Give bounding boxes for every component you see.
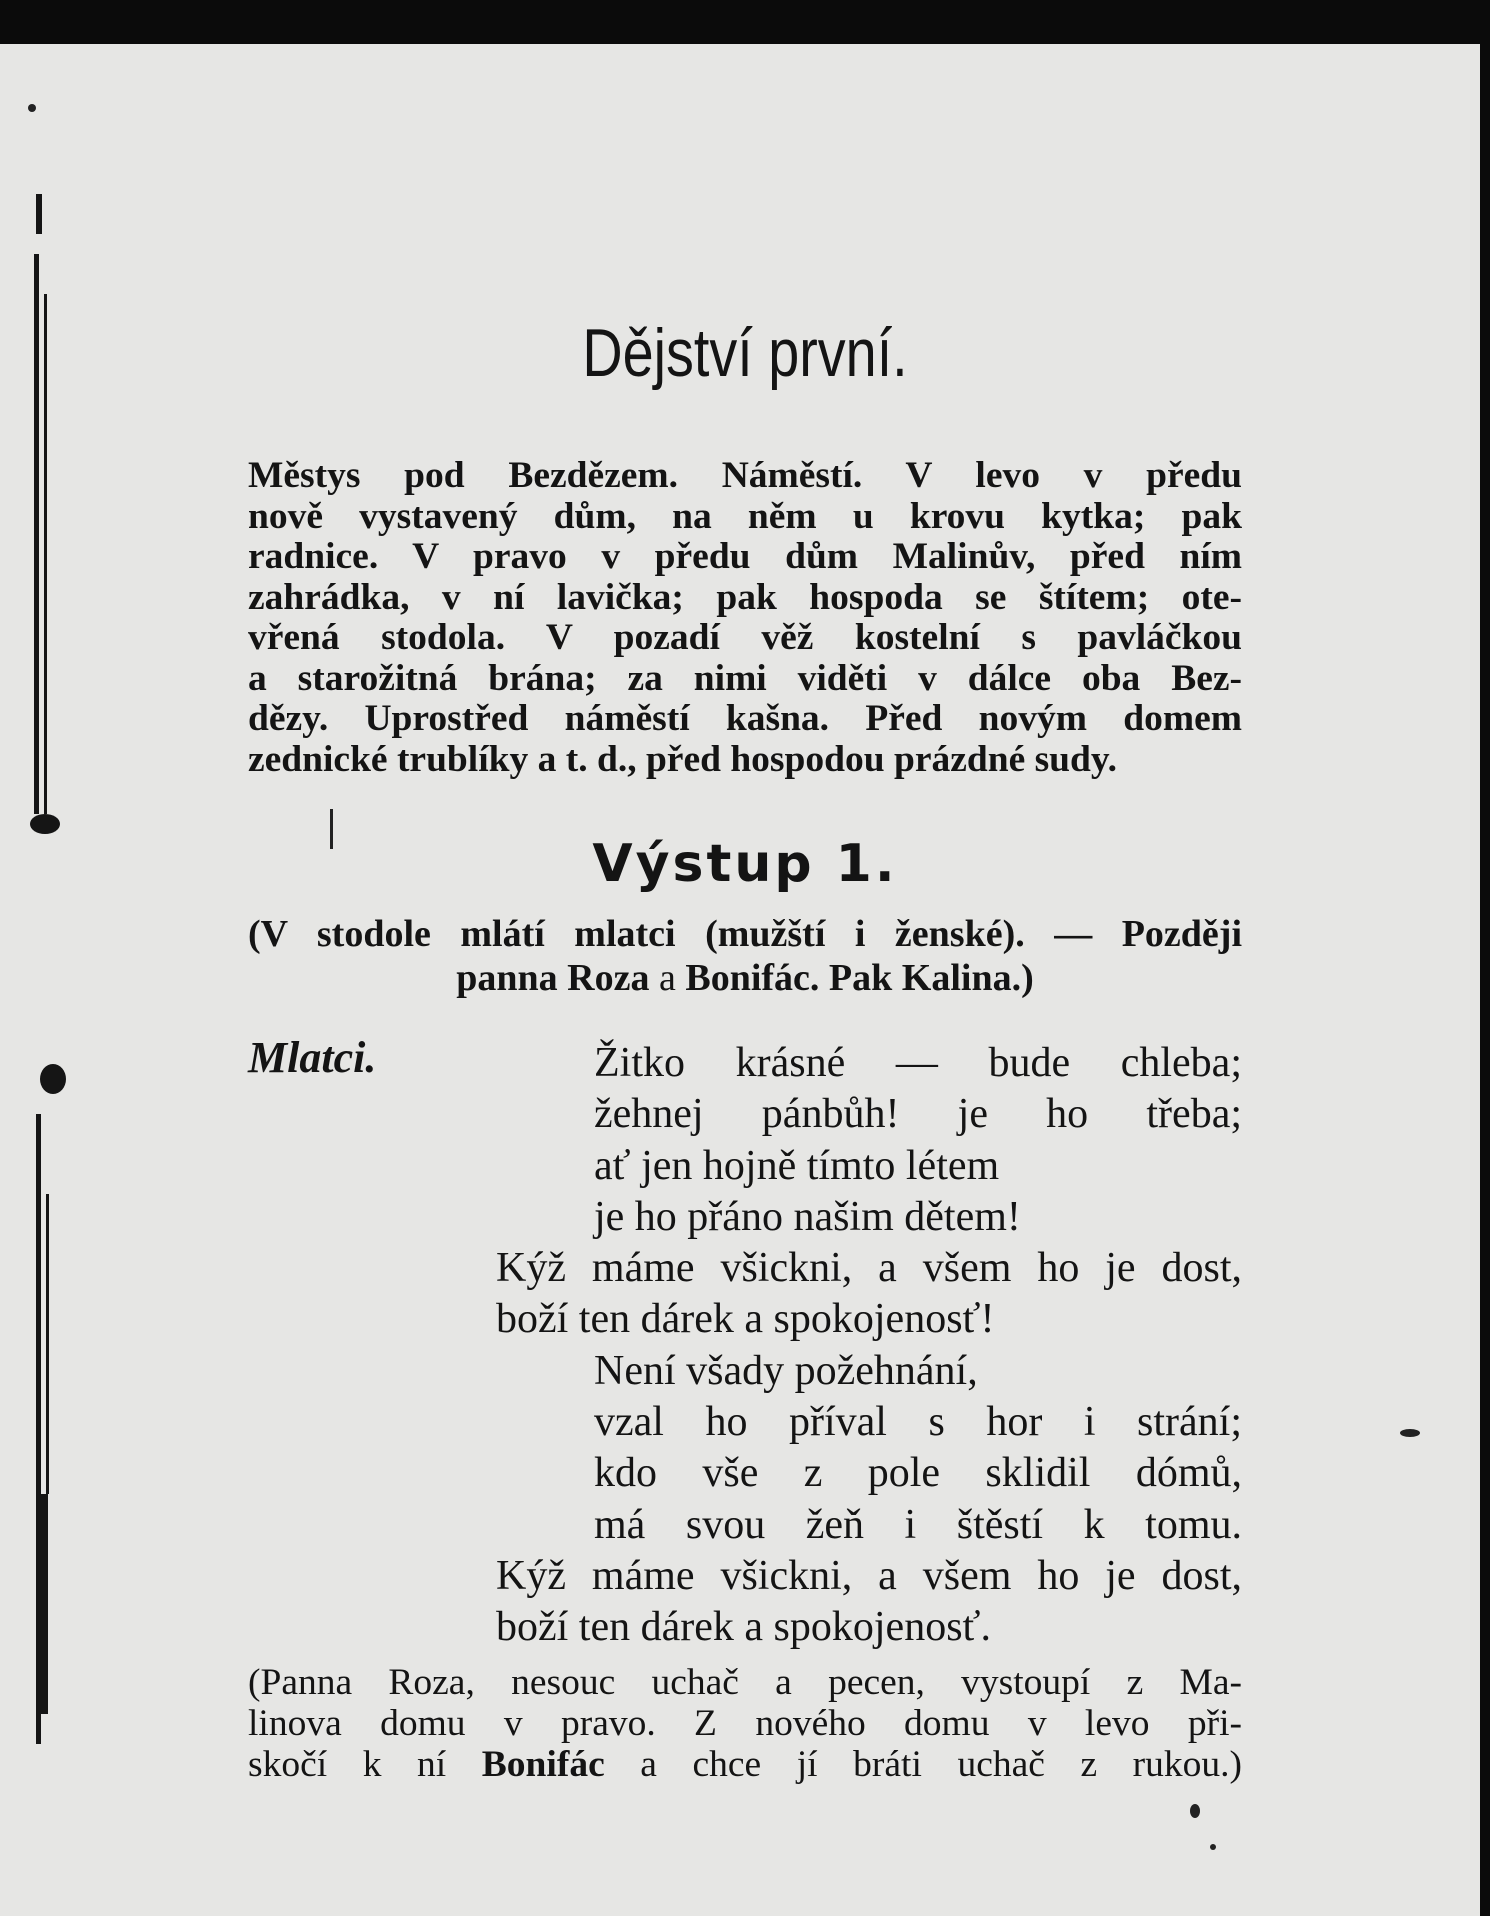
verse-line: Kýž máme všickni, a všem ho je dost,	[496, 1552, 1242, 1599]
setting-line: a starožitná brána; za nimi viděti v dálce oba Bez-	[248, 657, 1242, 699]
character-name: Bonifác.	[685, 957, 820, 999]
scene-title: Výstup 1.	[592, 834, 898, 894]
verse-line: boží ten dárek a spokojenosť!	[496, 1296, 995, 1343]
verse-line: Není všady požehnání,	[594, 1347, 978, 1394]
verse-line: vzal ho příval s hor i strání;	[594, 1399, 1242, 1446]
setting-line: zahrádka, v ní lavička; pak hospoda se štítem; ote-	[248, 576, 1242, 618]
character-name: Kalina.)	[901, 957, 1034, 999]
verse-line: Kýž máme všickni, a všem ho je dost,	[496, 1245, 1242, 1292]
scene-direction-line: (V stodole mlátí mlatci (mužští i ženské). — Později	[248, 913, 1242, 955]
verse-line: je ho přáno našim dětem!	[594, 1193, 1021, 1240]
verse-line: ať jen hojně tímto létem	[594, 1142, 1000, 1189]
verse-line: boží ten dárek a spokojenosť.	[496, 1604, 991, 1651]
setting-description	[248, 456, 1242, 780]
closing-direction-line: (Panna Roza, nesouc uchač a pecen, vystoupí z Ma-	[248, 1662, 1242, 1703]
verse-line: žehnej pánbůh! je ho třeba;	[594, 1091, 1242, 1138]
character-name: panna Roza	[456, 957, 650, 999]
verse-line: má svou žeň i štěstí k tomu.	[594, 1501, 1242, 1548]
verse-line: Žitko krásné — bude chleba;	[594, 1040, 1242, 1086]
setting-line: radnice. V pravo v předu dům Malinův, před ním	[248, 536, 1242, 577]
binding-edge	[0, 44, 80, 1916]
book-page	[0, 44, 1480, 1916]
connector-text: a	[649, 957, 686, 999]
act-title: Dějství první.	[582, 315, 908, 391]
character-name: Bonifác	[481, 1744, 605, 1785]
setting-line: vřená stodola. V pozadí věž kostelní s pavláčkou	[248, 617, 1242, 658]
closing-direction	[248, 1662, 1242, 1785]
setting-line: dězy. Uprostřed náměstí kašna. Před novým domem	[248, 698, 1242, 739]
setting-line: nově vystavený dům, na něm u krovu kytka; pak	[248, 495, 1242, 537]
scene-direction	[248, 912, 1242, 1000]
setting-line: zednické trublíky a t. d., před hospodou prázdné sudy.	[248, 738, 1117, 780]
verse-block	[496, 1038, 1242, 1654]
scene-direction-line	[248, 956, 1242, 1000]
connector-text: skočí k ní	[248, 1744, 482, 1785]
closing-direction-line	[248, 1744, 1242, 1785]
speaker-name: Mlatci.	[248, 1033, 377, 1082]
connector-text: a chce jí bráti uchač z rukou.)	[604, 1744, 1243, 1785]
closing-direction-line: linova domu v pravo. Z nového domu v levo při-	[248, 1703, 1242, 1744]
setting-line: Městys pod Bezdězem. Náměstí. V levo v předu	[248, 455, 1242, 496]
connector-text: Pak	[819, 957, 902, 999]
verse-line: kdo vše z pole sklidil dómů,	[594, 1450, 1242, 1497]
